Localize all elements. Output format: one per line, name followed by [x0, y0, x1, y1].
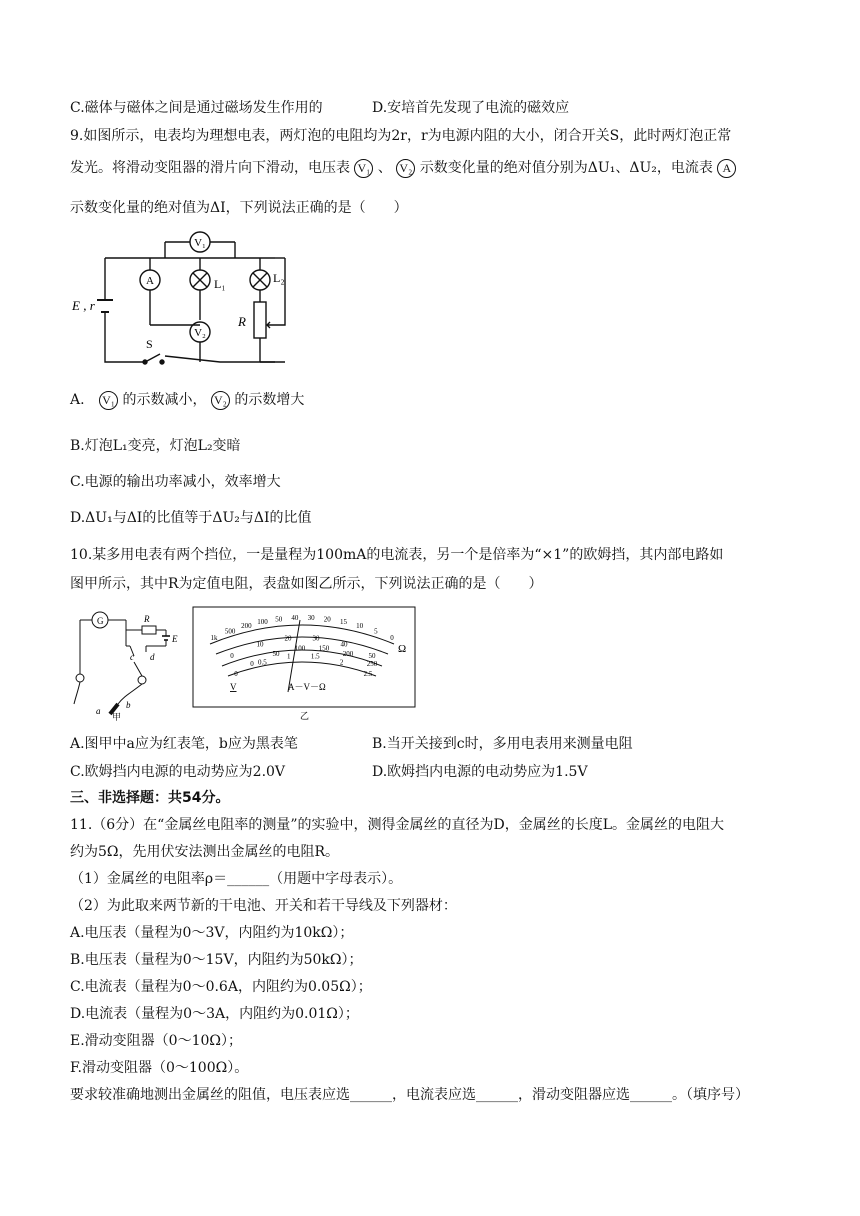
low-scale-label: 1	[287, 652, 291, 661]
fig-jia-b: b	[126, 700, 131, 710]
q10-figure-yi	[192, 606, 418, 722]
mid-scale-label: 40	[340, 640, 348, 649]
q9-sep: 、	[377, 160, 392, 176]
ohm-scale-label: 40	[291, 614, 299, 623]
ohm-scale-label: 10	[356, 622, 364, 631]
q11-part1: （1）金属丝的电阻率ρ＝______（用题中字母表示）。	[70, 871, 403, 887]
fig-jia-a: a	[96, 706, 101, 716]
mid-scale-label: 0	[230, 652, 234, 660]
ohm-scale-label: 0	[390, 634, 394, 642]
q9-stem-line1: 9.如图所示，电表均为理想电表，两灯泡的电阻均为2r，r为电源内阻的大小，闭合开关S，此时两灯泡正常	[70, 128, 732, 144]
fig-jia-g: G	[97, 616, 104, 626]
low-scale-label: 0	[234, 670, 238, 678]
low-scale-label: 1.5	[310, 652, 320, 661]
q10-option-d: D.欧姆挡内电源的电动势应为1.5V	[372, 764, 588, 780]
ohm-scale-label: 20	[323, 615, 331, 624]
q8-option-c: C.磁体与磁体之间是通过磁场发生作用的	[70, 100, 323, 116]
v-scale-label: 0	[250, 660, 254, 668]
q9-stem-line2	[70, 158, 736, 178]
q9-option-c: C.电源的输出功率减小，效率增大	[70, 474, 281, 490]
q9-option-a	[70, 390, 304, 410]
q9-option-a-mid: 的示数减小，	[122, 392, 207, 408]
ohm-scale-label: 100	[257, 618, 268, 627]
q9-option-a-end: 的示数增大	[234, 392, 305, 408]
mid-scale-label: 50	[368, 652, 376, 660]
v-scale-label: 150	[318, 644, 330, 653]
circuit-label-a: A	[146, 275, 154, 287]
q10-stem-line2: 图甲所示，其中R为定值电阻，表盘如图乙所示，下列说法正确的是（ ）	[70, 576, 543, 592]
q9-stem-line3: 示数变化量的绝对值为ΔI，下列说法正确的是（ ）	[70, 200, 408, 216]
ammeter-icon: A	[717, 159, 736, 178]
fig-jia-e: E	[172, 634, 178, 644]
q9-circuit-diagram	[70, 230, 300, 370]
mid-scale-label: 10	[256, 640, 264, 649]
q11-item-a: A.电压表（量程为0～3V，内阻约为10kΩ）；	[70, 925, 354, 941]
v-scale-label: 50	[272, 649, 280, 658]
voltmeter-v1-icon: V₁	[99, 391, 118, 410]
voltmeter-v1-icon: V₁	[354, 159, 373, 178]
low-scale-label: 0.5	[258, 658, 267, 667]
ohm-scale-label: 5	[374, 627, 378, 636]
q10-figure-jia	[70, 606, 182, 722]
fig-jia-caption: 甲	[112, 712, 122, 722]
q9-option-d: D.ΔU₁与ΔI的比值等于ΔU₂与ΔI的比值	[70, 510, 312, 526]
mid-scale-label: 20	[284, 634, 292, 643]
section-3-title: 三、非选择题：共54分。	[70, 790, 230, 806]
circuit-label-er: E , r	[72, 298, 95, 313]
voltmeter-v2-icon: V₂	[211, 391, 230, 410]
ohm-scale-labels	[211, 614, 395, 642]
q10-option-a: A.图甲中a应为红表笔，b应为黑表笔	[70, 736, 298, 752]
circuit-label-l2: L₂	[273, 271, 285, 285]
q11-stem-line2: 约为5Ω，先用伏安法测出金属丝的电阻R。	[70, 844, 340, 860]
q10-stem-line1: 10.某多用电表有两个挡位，一是量程为100mA的电流表，另一个是倍率为“×1”的欧姆挡，其内部电路如	[70, 547, 724, 563]
circuit-label-v2: V₂	[194, 327, 206, 339]
circuit-label-s: S	[146, 337, 153, 351]
q11-stem-line1: 11.（6分）在“金属丝电阻率的测量”的实验中，测得金属丝的直径为D，金属丝的长度L。金属丝的电阻大	[70, 817, 725, 833]
mid-scale-label: 30	[312, 634, 320, 643]
circuit-label-r: R	[238, 314, 246, 329]
q10-option-c: C.欧姆挡内电源的电动势应为2.0V	[70, 764, 286, 780]
circuit-label-l1: L₁	[214, 277, 226, 291]
dial-center-label: A－V－Ω	[288, 682, 326, 692]
low-scale-label: 2	[339, 658, 344, 667]
dial-v-mark: V	[230, 682, 237, 692]
ohm-scale-label: 15	[339, 618, 347, 627]
ohm-scale-label: 30	[307, 614, 315, 623]
circuit-label-v1: V₁	[194, 237, 206, 249]
v-scale-label: 100	[294, 644, 306, 653]
q11-item-f: F.滑动变阻器（0～100Ω）。	[70, 1060, 249, 1076]
v-scale-label: 200	[342, 649, 354, 658]
ohm-scale-label: 500	[224, 627, 236, 636]
ohm-scale-label: 50	[275, 615, 283, 624]
q11-part2: （2）为此取来两节新的干电池、开关和若干导线及下列器材：	[70, 898, 457, 914]
low-scale-label: 2.5	[363, 670, 373, 678]
fig-jia-d: d	[150, 652, 155, 662]
q9-option-a-prefix: A.	[70, 392, 85, 408]
ohm-scale-label: 1k	[210, 634, 218, 642]
q11-ask: 要求较准确地测出金属丝的阻值，电压表应选______，电流表应选______，滑动变阻器应选______。（填序号）	[70, 1087, 749, 1103]
q9-stem-text-b: 示数变化量的绝对值分别为ΔU₁、ΔU₂，电流表	[419, 160, 713, 176]
q8-option-d: D.安培首先发现了电流的磁效应	[372, 100, 570, 116]
q11-item-e: E.滑动变阻器（0～10Ω）；	[70, 1033, 242, 1049]
q11-item-c: C.电流表（量程为0～0.6A，内阻约为0.05Ω）；	[70, 979, 372, 995]
fig-jia-r: R	[144, 614, 150, 624]
fig-yi-caption: 乙	[300, 711, 310, 721]
voltmeter-v2-icon: V₂	[396, 159, 415, 178]
dial-omega: Ω	[398, 643, 407, 655]
v-scale-label: 250	[366, 660, 378, 668]
ohm-scale-label: 200	[241, 622, 252, 631]
q9-stem-text-a: 发光。将滑动变阻器的滑片向下滑动，电压表	[70, 160, 350, 176]
q9-option-b: B.灯泡L₁变亮，灯泡L₂变暗	[70, 438, 241, 454]
fig-jia-c: c	[130, 652, 134, 662]
q11-item-d: D.电流表（量程为0～3A，内阻约为0.01Ω）；	[70, 1006, 359, 1022]
q11-item-b: B.电压表（量程为0～15V，内阻约为50kΩ）；	[70, 952, 363, 968]
q10-option-b: B.当开关接到c时，多用电表用来测量电阻	[372, 736, 633, 752]
